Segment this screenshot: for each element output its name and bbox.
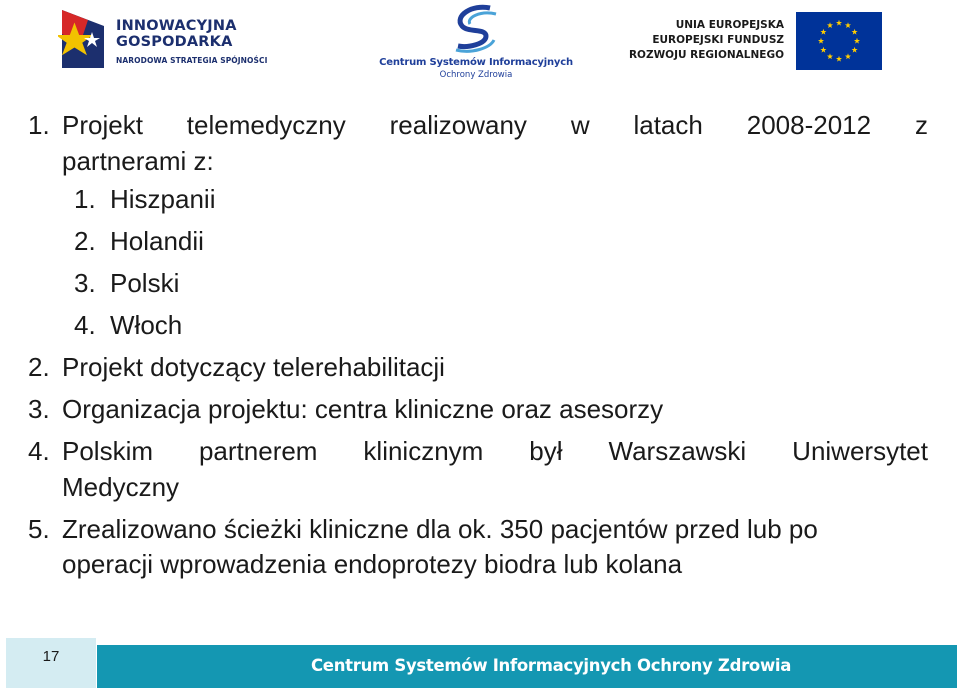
- eu-flag-icon: [796, 12, 882, 70]
- subitem-number: 4.: [74, 310, 96, 340]
- word: telemedyczny: [186, 110, 346, 140]
- item-5-text: Zrealizowano ścieżki kliniczne dla ok. 350 pacjentów przed lub po: [62, 514, 818, 544]
- subitem-text: Włoch: [110, 310, 183, 340]
- subitem-text: Holandii: [110, 226, 204, 256]
- csioz-logo-name: Centrum Systemów Informacyjnych: [379, 57, 573, 68]
- word: 2008-2012: [746, 110, 872, 140]
- word: realizowany: [389, 110, 527, 140]
- ig-subtitle: NARODOWA STRATEGIA SPÓJNOŚCI: [116, 56, 268, 65]
- word: partnerem: [198, 436, 318, 466]
- subitem-number: 2.: [74, 226, 96, 256]
- word: latach: [633, 110, 703, 140]
- word: z: [914, 110, 928, 140]
- item-number: 3.: [28, 394, 50, 424]
- item-1-continuation: partnerami z:: [62, 146, 214, 176]
- item-number: 1.: [28, 110, 50, 140]
- item-1-text: [62, 110, 928, 140]
- word: był: [529, 436, 563, 466]
- innowacyjna-gospodarka-logo: [58, 4, 278, 76]
- page-number-box: [6, 638, 96, 688]
- subitem-text: Hiszpanii: [110, 184, 216, 214]
- word: Uniwersytet: [792, 436, 928, 466]
- word: Warszawski: [608, 436, 747, 466]
- item-number: 4.: [28, 436, 50, 466]
- word: klinicznym: [363, 436, 484, 466]
- footer-org-name: Centrum Systemów Informacyjnych Ochrony Zdrowia: [311, 656, 792, 675]
- word: w: [570, 110, 590, 140]
- ig-title-line2: GOSPODARKA: [116, 34, 233, 50]
- csioz-logo-subtitle: Ochrony Zdrowia: [439, 70, 513, 80]
- item-4-text: [62, 436, 928, 466]
- page-number: 17: [42, 648, 60, 665]
- ig-title-line1: INNOWACYJNA: [116, 18, 237, 34]
- item-number: 2.: [28, 352, 50, 382]
- eu-line1: UNIA EUROPEJSKA: [675, 19, 784, 31]
- footer-bar: [97, 645, 957, 688]
- eu-logo: [628, 12, 882, 74]
- word: Projekt: [62, 110, 143, 140]
- item-3-text: Organizacja projektu: centra kliniczne oraz asesorzy: [62, 394, 664, 424]
- csioz-logo: [378, 2, 574, 82]
- ig-emblem-icon: [58, 4, 112, 74]
- csioz-swirl-icon: [446, 2, 506, 56]
- item-2-text: Projekt dotyczący telerehabilitacji: [62, 352, 445, 382]
- item-number: 5.: [28, 514, 50, 544]
- item-4-continuation: Medyczny: [62, 472, 180, 502]
- eu-line3: ROZWOJU REGIONALNEGO: [628, 49, 784, 61]
- subitem-number: 3.: [74, 268, 96, 298]
- item-5-continuation: operacji wprowadzenia endoprotezy biodra lub kolana: [62, 549, 683, 579]
- footer: [0, 638, 960, 691]
- subitem-text: Polski: [110, 268, 180, 298]
- word: Polskim: [62, 436, 154, 466]
- subitem-number: 1.: [74, 184, 96, 214]
- eu-line2: EUROPEJSKI FUNDUSZ: [652, 34, 784, 46]
